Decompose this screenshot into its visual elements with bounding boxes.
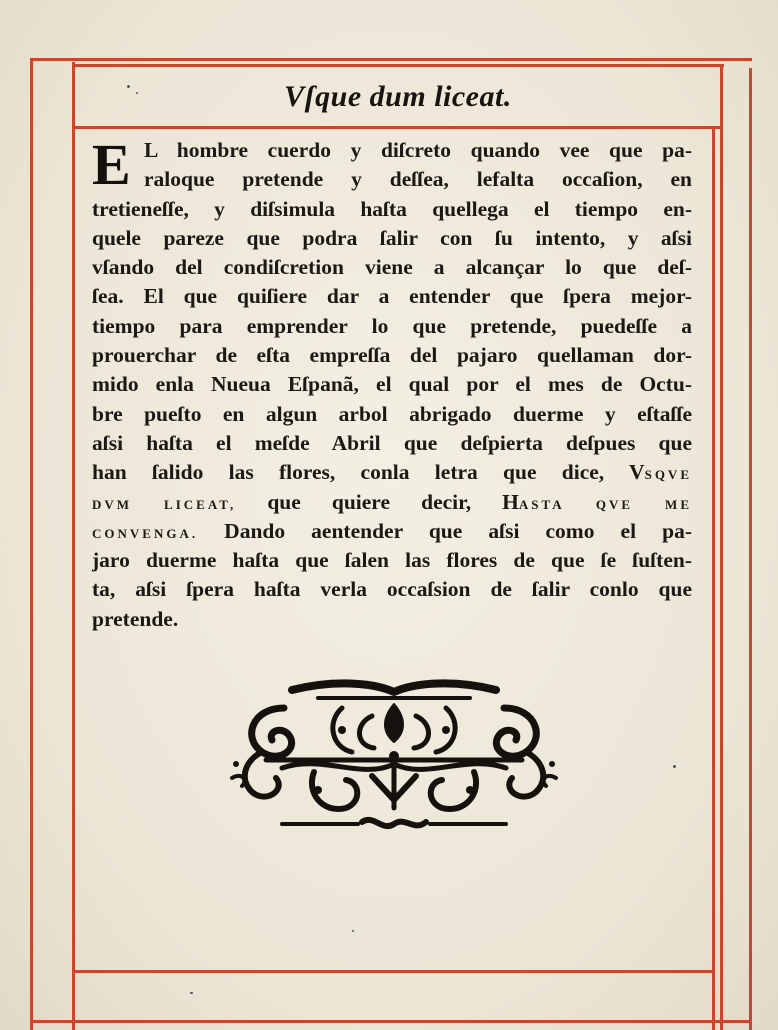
body-text [92,132,692,634]
paper-speck [673,765,676,768]
frame-rule-outer-top [30,58,752,61]
smallcaps-segment: ASTA QVE ME [518,496,692,512]
paper-speck [127,85,130,88]
smallcaps-segment: CONVENGA. [92,525,199,541]
text-box-rule-right [712,126,715,1030]
text-line: mido enla Nueua Eſpanã, el qual por el mes de Octu- [92,372,692,397]
text-line [92,458,692,487]
frame-rule-outer-right [749,68,752,1030]
text-line [92,488,692,517]
text-line: aſsi haſta el meſde Abril que deſpierta deſpues que [92,430,692,455]
frame-rule-inner-right [720,64,723,1030]
frame-rule-inner-left [72,62,75,1030]
text-segment: que quiere decir, H [236,489,519,514]
header-rule [72,126,723,129]
smallcaps-segment: DVM LICEAT, [92,496,237,512]
text-line: prouerchar de eſta empreſſa del pajaro quellaman dor- [92,343,692,368]
text-line: bre pueſto en algun arbol abrigado duerme y eſtaſſe [92,401,692,426]
motto-title: Vſque dum liceat. [284,80,512,113]
text-line: raloque pretende y deſſea, lefalta occaſion, en [144,167,692,192]
frame-rule-inner-top [72,64,724,67]
paper-speck [190,992,193,994]
frame-rule-outer-left [30,58,33,1030]
text-line: tretieneſſe, y diſsimula haſta quellega el tiempo en- [92,196,692,221]
text-line: vſando del condiſcretion viene a alcançar lo que deſ- [92,255,692,280]
text-line: ſea. El que quiſiere dar a entender que ſpera mejor- [92,284,692,309]
fleuron-ornament-icon [222,668,566,840]
drop-cap: E [92,132,131,197]
text-line: L hombre cuerdo y diſcreto quando vee que pa- [144,138,692,162]
bottom-rule-outer [30,1020,752,1023]
text-line: jaro duerme haſta que ſalen las flores de que ſe ſuſten- [92,548,692,573]
text-line: quele pareze que podra ſalir con ſu intento, y aſsi [92,225,692,250]
smallcaps-segment: SQVE [644,467,692,483]
text-line: pretende. [92,606,179,631]
text-segment: han ſalido las flores, conla letra que dice, V [92,460,645,485]
text-segment: Dando aentender que aſsi como el pa- [198,518,692,543]
text-line: ta, aſsi ſpera haſta verla occaſsion de ſalir conlo que [92,577,692,602]
bottom-rule-inner [72,970,713,973]
paper-speck [352,930,354,932]
page-header [80,70,716,124]
text-line: tiempo para emprender lo que pretende, puedeſſe a [92,313,692,338]
text-line [92,517,692,546]
paper-speck [136,92,138,94]
